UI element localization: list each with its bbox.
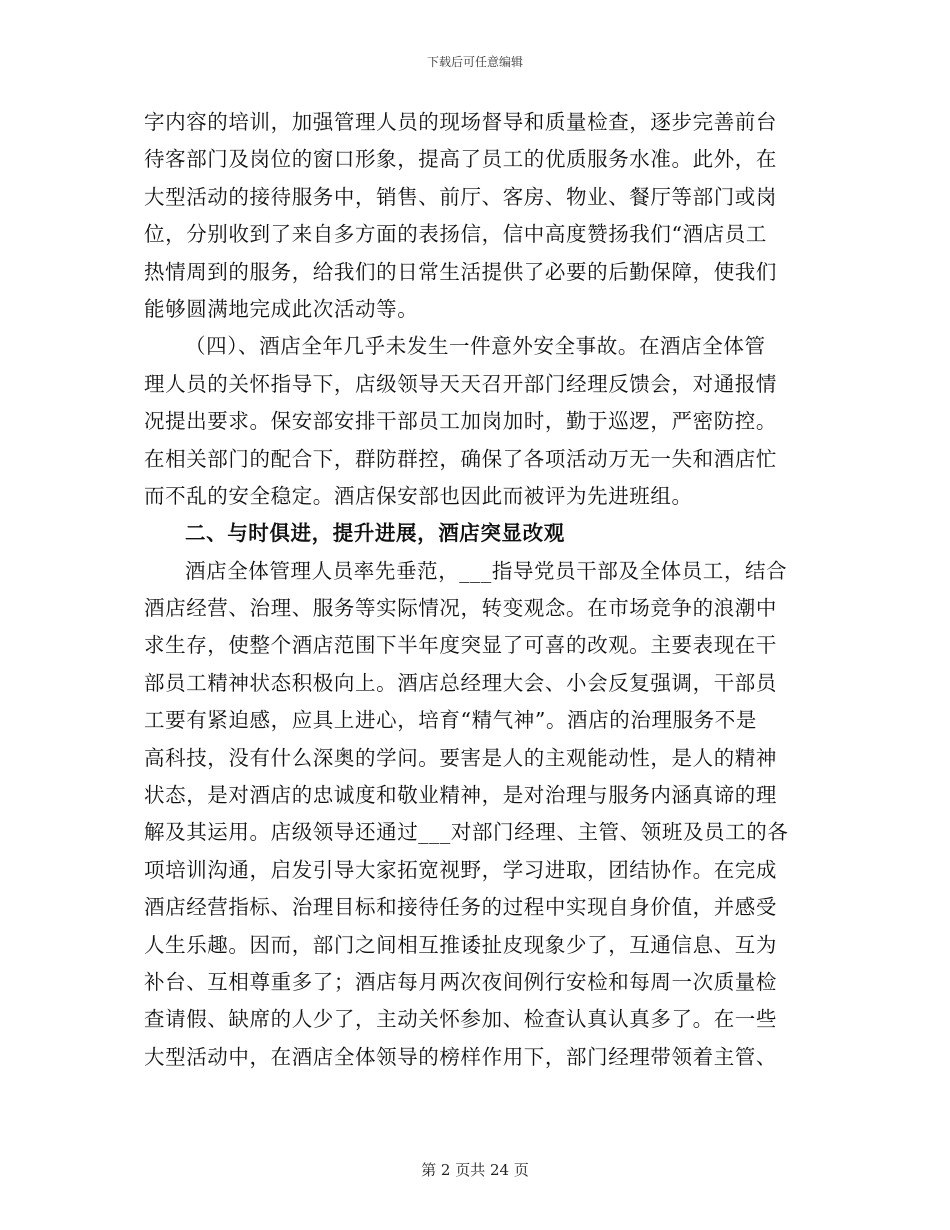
text-line: （四）、酒店全年几乎未发生一件意外安全事故。在酒店全体管: [185, 334, 766, 359]
paragraph-1: [144, 104, 809, 328]
text-line: 况提出要求。保安部安排干部员工加岗加时，勤于巡逻，严密防控。: [144, 409, 777, 434]
text-line: 大型活动的接待服务中，销售、前厅、客房、物业、餐厅等部门或岗: [144, 184, 777, 209]
text-line: 酒店经营、治理、服务等实际情况，转变观念。在市场竞争的浪潮中: [144, 596, 777, 621]
text-line: 在相关部门的配合下，群防群控，确保了各项活动万无一失和酒店忙: [144, 446, 777, 471]
paragraph-3: [144, 553, 809, 1076]
text-line: 能够圆满地完成此次活动等。: [144, 296, 419, 321]
text-line: 大型活动中，在酒店全体领导的榜样作用下，部门经理带领着主管、: [144, 1044, 777, 1069]
text-line: 工要有紧迫感，应具上进心，培育“精气神”。酒店的治理服务不是: [144, 708, 757, 733]
paragraph-2: [144, 328, 809, 515]
text-line: 理人员的关怀指导下，店级领导天天召开部门经理反馈会，对通报情: [144, 371, 777, 396]
text-line: 部员工精神状态积极向上。酒店总经理大会、小会反复强调，干部员: [144, 670, 777, 695]
text-line: 查请假、缺席的人少了，主动关怀参加、检查认真认真多了。在一些: [144, 1007, 777, 1032]
page-footer: 第 2 页共 24 页: [421, 1161, 529, 1179]
text-line: 解及其运用。店级领导还通过___对部门经理、主管、领班及员工的各: [144, 820, 789, 845]
text-line: 字内容的培训，加强管理人员的现场督导和质量检查，逐步完善前台: [144, 110, 777, 134]
text-line: 酒店经营指标、治理目标和接待任务的过程中实现自身价值，并感受: [144, 895, 777, 920]
text-line: 位，分别收到了来自多方面的表扬信，信中高度赞扬我们“酒店员工: [144, 222, 767, 247]
page-header: 下载后可任意编辑: [426, 55, 523, 69]
text-line: 而不乱的安全稳定。酒店保安部也因此而被评为先进班组。: [144, 483, 693, 508]
text-line: 求生存，使整个酒店范围下半年度突显了可喜的改观。主要表现在干: [144, 633, 777, 658]
text-line: 待客部门及岗位的窗口形象，提高了员工的优质服务水准。此外，在: [144, 147, 777, 172]
text-line: 项培训沟通，启发引导大家拓宽视野，学习进取，团结协作。在完成: [144, 857, 777, 882]
text-line: 热情周到的服务，给我们的日常生活提供了必要的后勤保障，使我们: [144, 259, 777, 284]
text-line: 酒店全体管理人员率先垂范，___指导党员干部及全体员工，结合: [185, 558, 788, 583]
section-heading: [144, 515, 809, 552]
text-line: 高科技，没有什么深奥的学问。要害是人的主观能动性，是人的精神: [144, 745, 777, 770]
heading-line: 二、与时俱进，提升进展，酒店突显改观: [185, 521, 565, 546]
document-body: [144, 104, 809, 1076]
text-line: 人生乐趣。因而，部门之间相互推诿扯皮现象少了，互通信息、互为: [144, 932, 777, 957]
text-line: 状态，是对酒店的忠诚度和敬业精神，是对治理与服务内涵真谛的理: [144, 783, 777, 808]
text-line: 补台、互相尊重多了；酒店每月两次夜间例行安检和每周一次质量检: [144, 969, 777, 994]
